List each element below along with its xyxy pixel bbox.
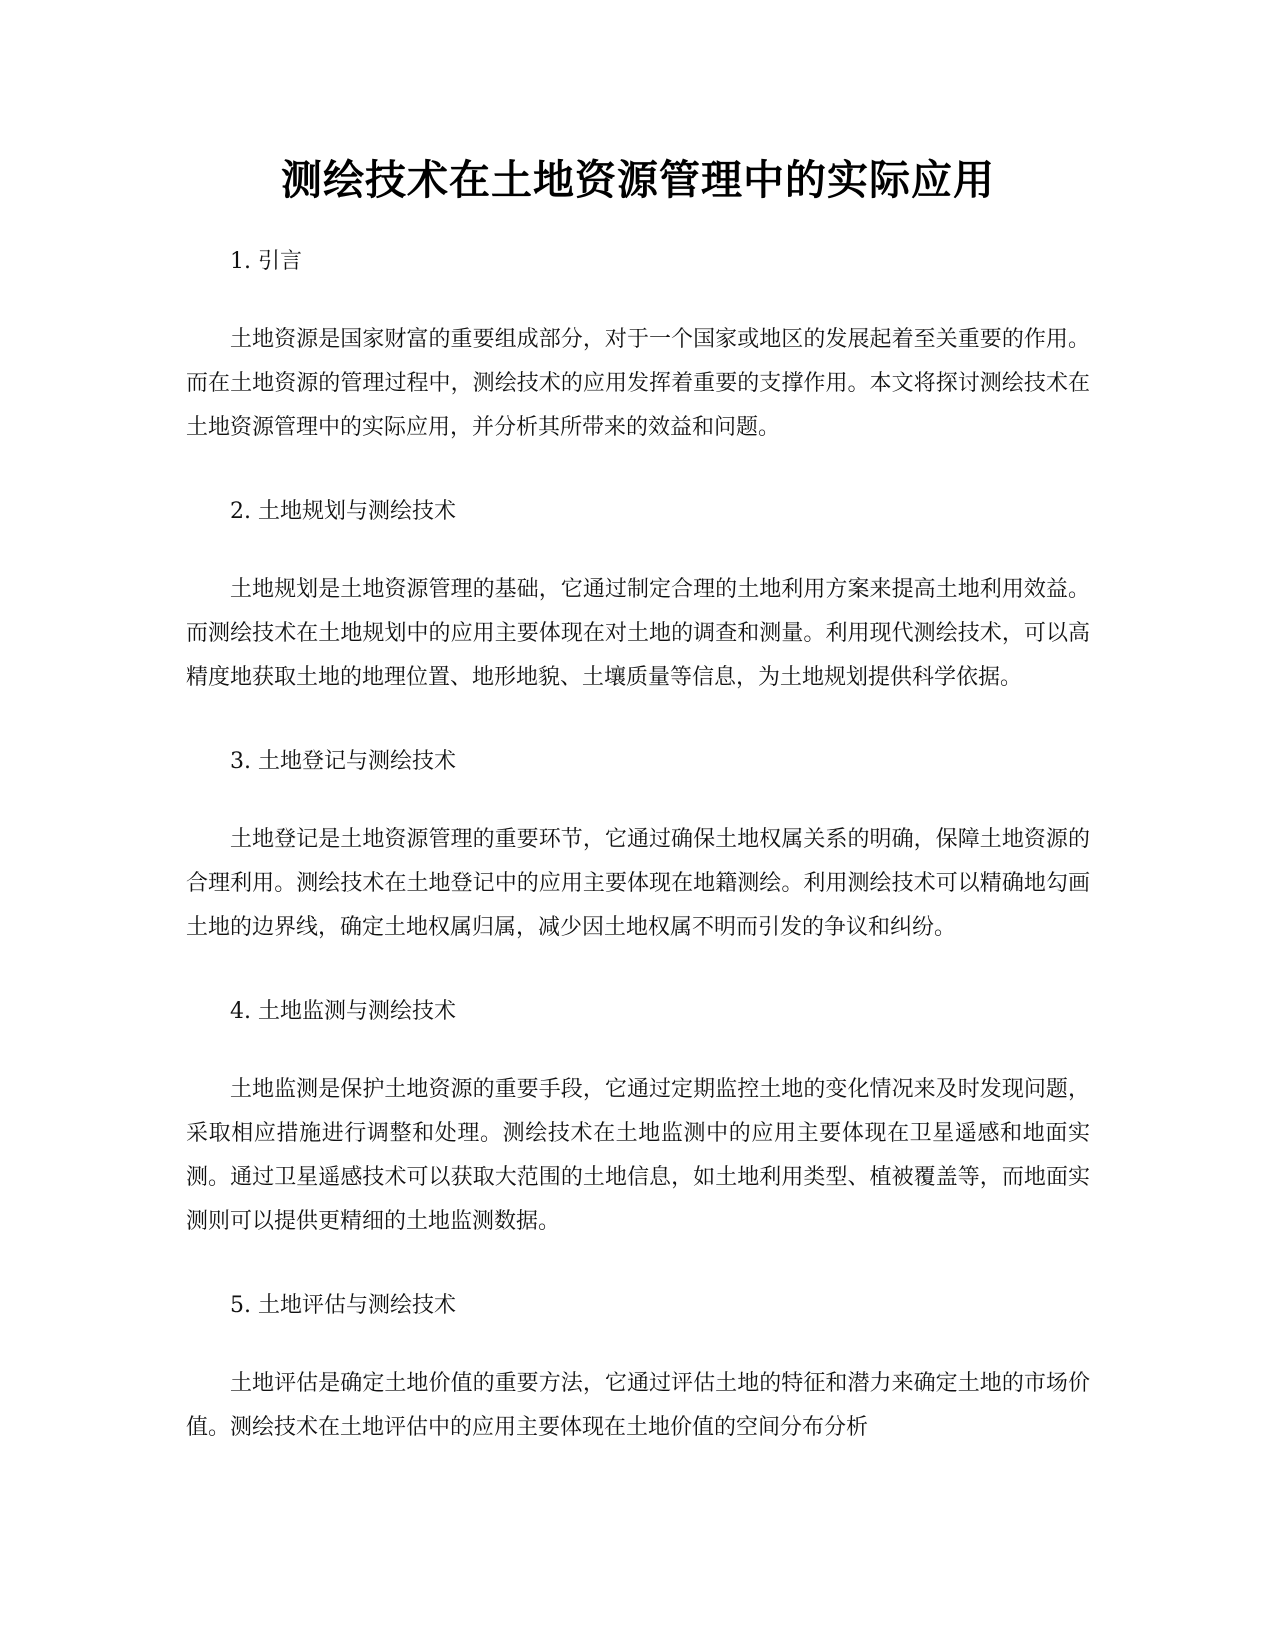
section-heading-3: 3. 土地登记与测绘技术 [230,749,456,774]
document-title: 测绘技术在土地资源管理中的实际应用 [281,156,995,204]
section-heading-4: 4. 土地监测与测绘技术 [230,999,456,1024]
document-page [186,148,1090,1450]
section-heading-1: 1. 引言 [230,249,302,274]
section-heading-5: 5. 土地评估与测绘技术 [230,1293,456,1318]
section-heading-2: 2. 土地规划与测绘技术 [230,499,456,524]
section-paragraph-1: 土地资源是国家财富的重要组成部分，对于一个国家或地区的发展起着至关重要的作用。而在土地资源的管理过程中，测绘技术的应用发挥着重要的支撑作用。本文将探讨测绘技术在土地资源管理中的实际应用，并分析其所带来的效益和问题。 [186,327,1090,440]
section-paragraph-4: 土地监测是保护土地资源的重要手段，它通过定期监控土地的变化情况来及时发现问题，采取相应措施进行调整和处理。测绘技术在土地监测中的应用主要体现在卫星遥感和地面实测。通过卫星遥感技术可以获取大范围的土地信息，如土地利用类型、植被覆盖等，而地面实测则可以提供更精细的土地监测数据。 [186,1077,1090,1234]
section-paragraph-2: 土地规划是土地资源管理的基础，它通过制定合理的土地利用方案来提高土地利用效益。而测绘技术在土地规划中的应用主要体现在对土地的调查和测量。利用现代测绘技术，可以高精度地获取土地的地理位置、地形地貌、土壤质量等信息，为土地规划提供科学依据。 [186,577,1090,690]
section-paragraph-5: 土地评估是确定土地价值的重要方法，它通过评估土地的特征和潜力来确定土地的市场价值。测绘技术在土地评估中的应用主要体现在土地价值的空间分布分析 [186,1371,1090,1440]
section-paragraph-3: 土地登记是土地资源管理的重要环节，它通过确保土地权属关系的明确，保障土地资源的合理利用。测绘技术在土地登记中的应用主要体现在地籍测绘。利用测绘技术可以精确地勾画土地的边界线，确定土地权属归属，减少因土地权属不明而引发的争议和纠纷。 [186,827,1090,940]
